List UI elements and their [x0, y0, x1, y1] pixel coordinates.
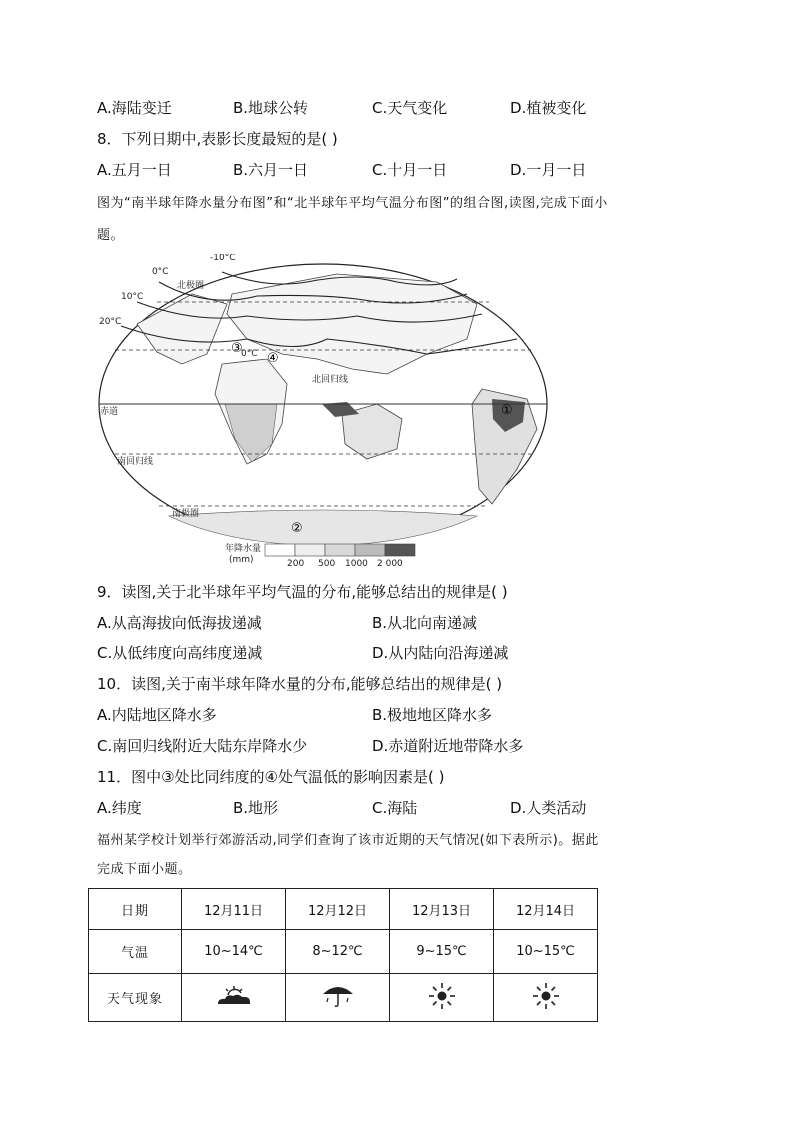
q7-option-d: D.植被变化 — [510, 99, 587, 117]
legend-box-3 — [325, 544, 355, 556]
rain-umbrella-icon — [320, 984, 356, 1008]
arctic-circle-label: 北极圈 — [177, 281, 205, 291]
weather-cell-4 — [494, 974, 598, 1022]
marker-4: ④ — [267, 351, 279, 366]
temp-cell-4: 10~15℃ — [494, 930, 598, 974]
antarctica-shape — [169, 510, 477, 546]
date-cell-4: 12月14日 — [494, 889, 598, 930]
legend-box-2 — [295, 544, 325, 556]
q8-stem: 8．下列日期中,表影长度最短的是( ) — [97, 130, 338, 148]
legend-tick-2000: 2 000 — [377, 559, 403, 569]
legend-unit: (mm) — [229, 555, 254, 565]
table-row-weather — [89, 974, 598, 1022]
legend-title: 年降水量 — [225, 544, 262, 554]
legend-box-4 — [355, 544, 385, 556]
q11-option-b: B.地形 — [233, 799, 279, 817]
q11-option-c: C.海陆 — [372, 799, 418, 817]
sun-icon — [428, 982, 456, 1010]
marker-3: ③ — [231, 341, 243, 356]
legend-tick-1000: 1000 — [345, 559, 368, 569]
weather-table — [88, 888, 598, 1022]
temp-cell-2: 8~12℃ — [286, 930, 390, 974]
row-header-weather: 天气现象 — [89, 974, 182, 1022]
temp-cell-1: 10~14℃ — [182, 930, 286, 974]
legend-tick-200: 200 — [287, 559, 305, 569]
date-cell-2: 12月12日 — [286, 889, 390, 930]
q9-stem: 9．读图,关于北半球年平均气温的分布,能够总结出的规律是( ) — [97, 583, 508, 601]
q10-option-a: A.内陆地区降水多 — [97, 706, 217, 724]
date-cell-1: 12月11日 — [182, 889, 286, 930]
table-intro-line2: 完成下面小题。 — [97, 862, 192, 877]
legend-box-1 — [265, 544, 295, 556]
q8-option-d: D.一月一日 — [510, 161, 587, 179]
q10-stem: 10．读图,关于南半球年降水量的分布,能够总结出的规律是( ) — [97, 675, 503, 693]
q9-option-a: A.从高海拔向低海拔递减 — [97, 614, 262, 632]
q9-option-d: D.从内陆向沿海递减 — [372, 644, 509, 662]
map-intro-line1: 图为“南半球年降水量分布图”和“北半球年平均气温分布图”的组合图,读图,完成下面小 — [97, 196, 608, 211]
isotherm-label-10: 10°C — [121, 292, 144, 302]
q10-option-b: B.极地地区降水多 — [372, 706, 493, 724]
isotherm-label-minus10: -10°C — [210, 254, 236, 263]
weather-cell-3 — [390, 974, 494, 1022]
marker-1: ① — [501, 403, 513, 418]
legend-box-5 — [385, 544, 415, 556]
q10-option-c: C.南回归线附近大陆东岸降水少 — [97, 737, 308, 755]
sun-icon — [532, 982, 560, 1010]
weather-cell-2 — [286, 974, 390, 1022]
weather-cell-1 — [182, 974, 286, 1022]
table-intro-line1: 福州某学校计划举行郊游活动,同学们查询了该市近期的天气情况(如下表所示)。据此 — [97, 833, 599, 848]
row-header-date: 日期 — [89, 889, 182, 930]
q8-option-b: B.六月一日 — [233, 161, 309, 179]
zero-c-small-label: 0°C — [241, 349, 258, 359]
isotherm-label-20: 20°C — [99, 317, 122, 327]
temp-cell-3: 9~15℃ — [390, 930, 494, 974]
tropic-capricorn-label: 南回归线 — [117, 457, 154, 467]
map-intro-line2: 题。 — [97, 228, 125, 243]
date-cell-3: 12月13日 — [390, 889, 494, 930]
q7-option-b: B.地球公转 — [233, 99, 309, 117]
marker-2: ② — [291, 521, 303, 536]
row-header-temp: 气温 — [89, 930, 182, 974]
q9-option-b: B.从北向南递减 — [372, 614, 478, 632]
cloudy-sun-icon — [214, 985, 254, 1007]
legend-tick-500: 500 — [318, 559, 336, 569]
table-row-dates — [89, 889, 598, 930]
q11-option-a: A.纬度 — [97, 799, 142, 817]
q10-option-d: D.赤道附近地带降水多 — [372, 737, 524, 755]
q7-option-c: C.天气变化 — [372, 99, 448, 117]
q11-stem: 11．图中③处比同纬度的④处气温低的影响因素是( ) — [97, 768, 445, 786]
q7-option-a: A.海陆变迁 — [97, 99, 172, 117]
q8-option-a: A.五月一日 — [97, 161, 172, 179]
tropic-cancer-label: 北回归线 — [312, 375, 349, 385]
antarctic-circle-label: 南极圈 — [172, 509, 200, 519]
table-row-temps — [89, 930, 598, 974]
isotherm-label-0: 0°C — [152, 267, 169, 277]
q11-option-d: D.人类活动 — [510, 799, 587, 817]
equator-label: 赤道 — [100, 407, 119, 417]
q9-option-c: C.从低纬度向高纬度递减 — [97, 644, 263, 662]
world-map-figure — [97, 254, 549, 570]
q8-option-c: C.十月一日 — [372, 161, 448, 179]
